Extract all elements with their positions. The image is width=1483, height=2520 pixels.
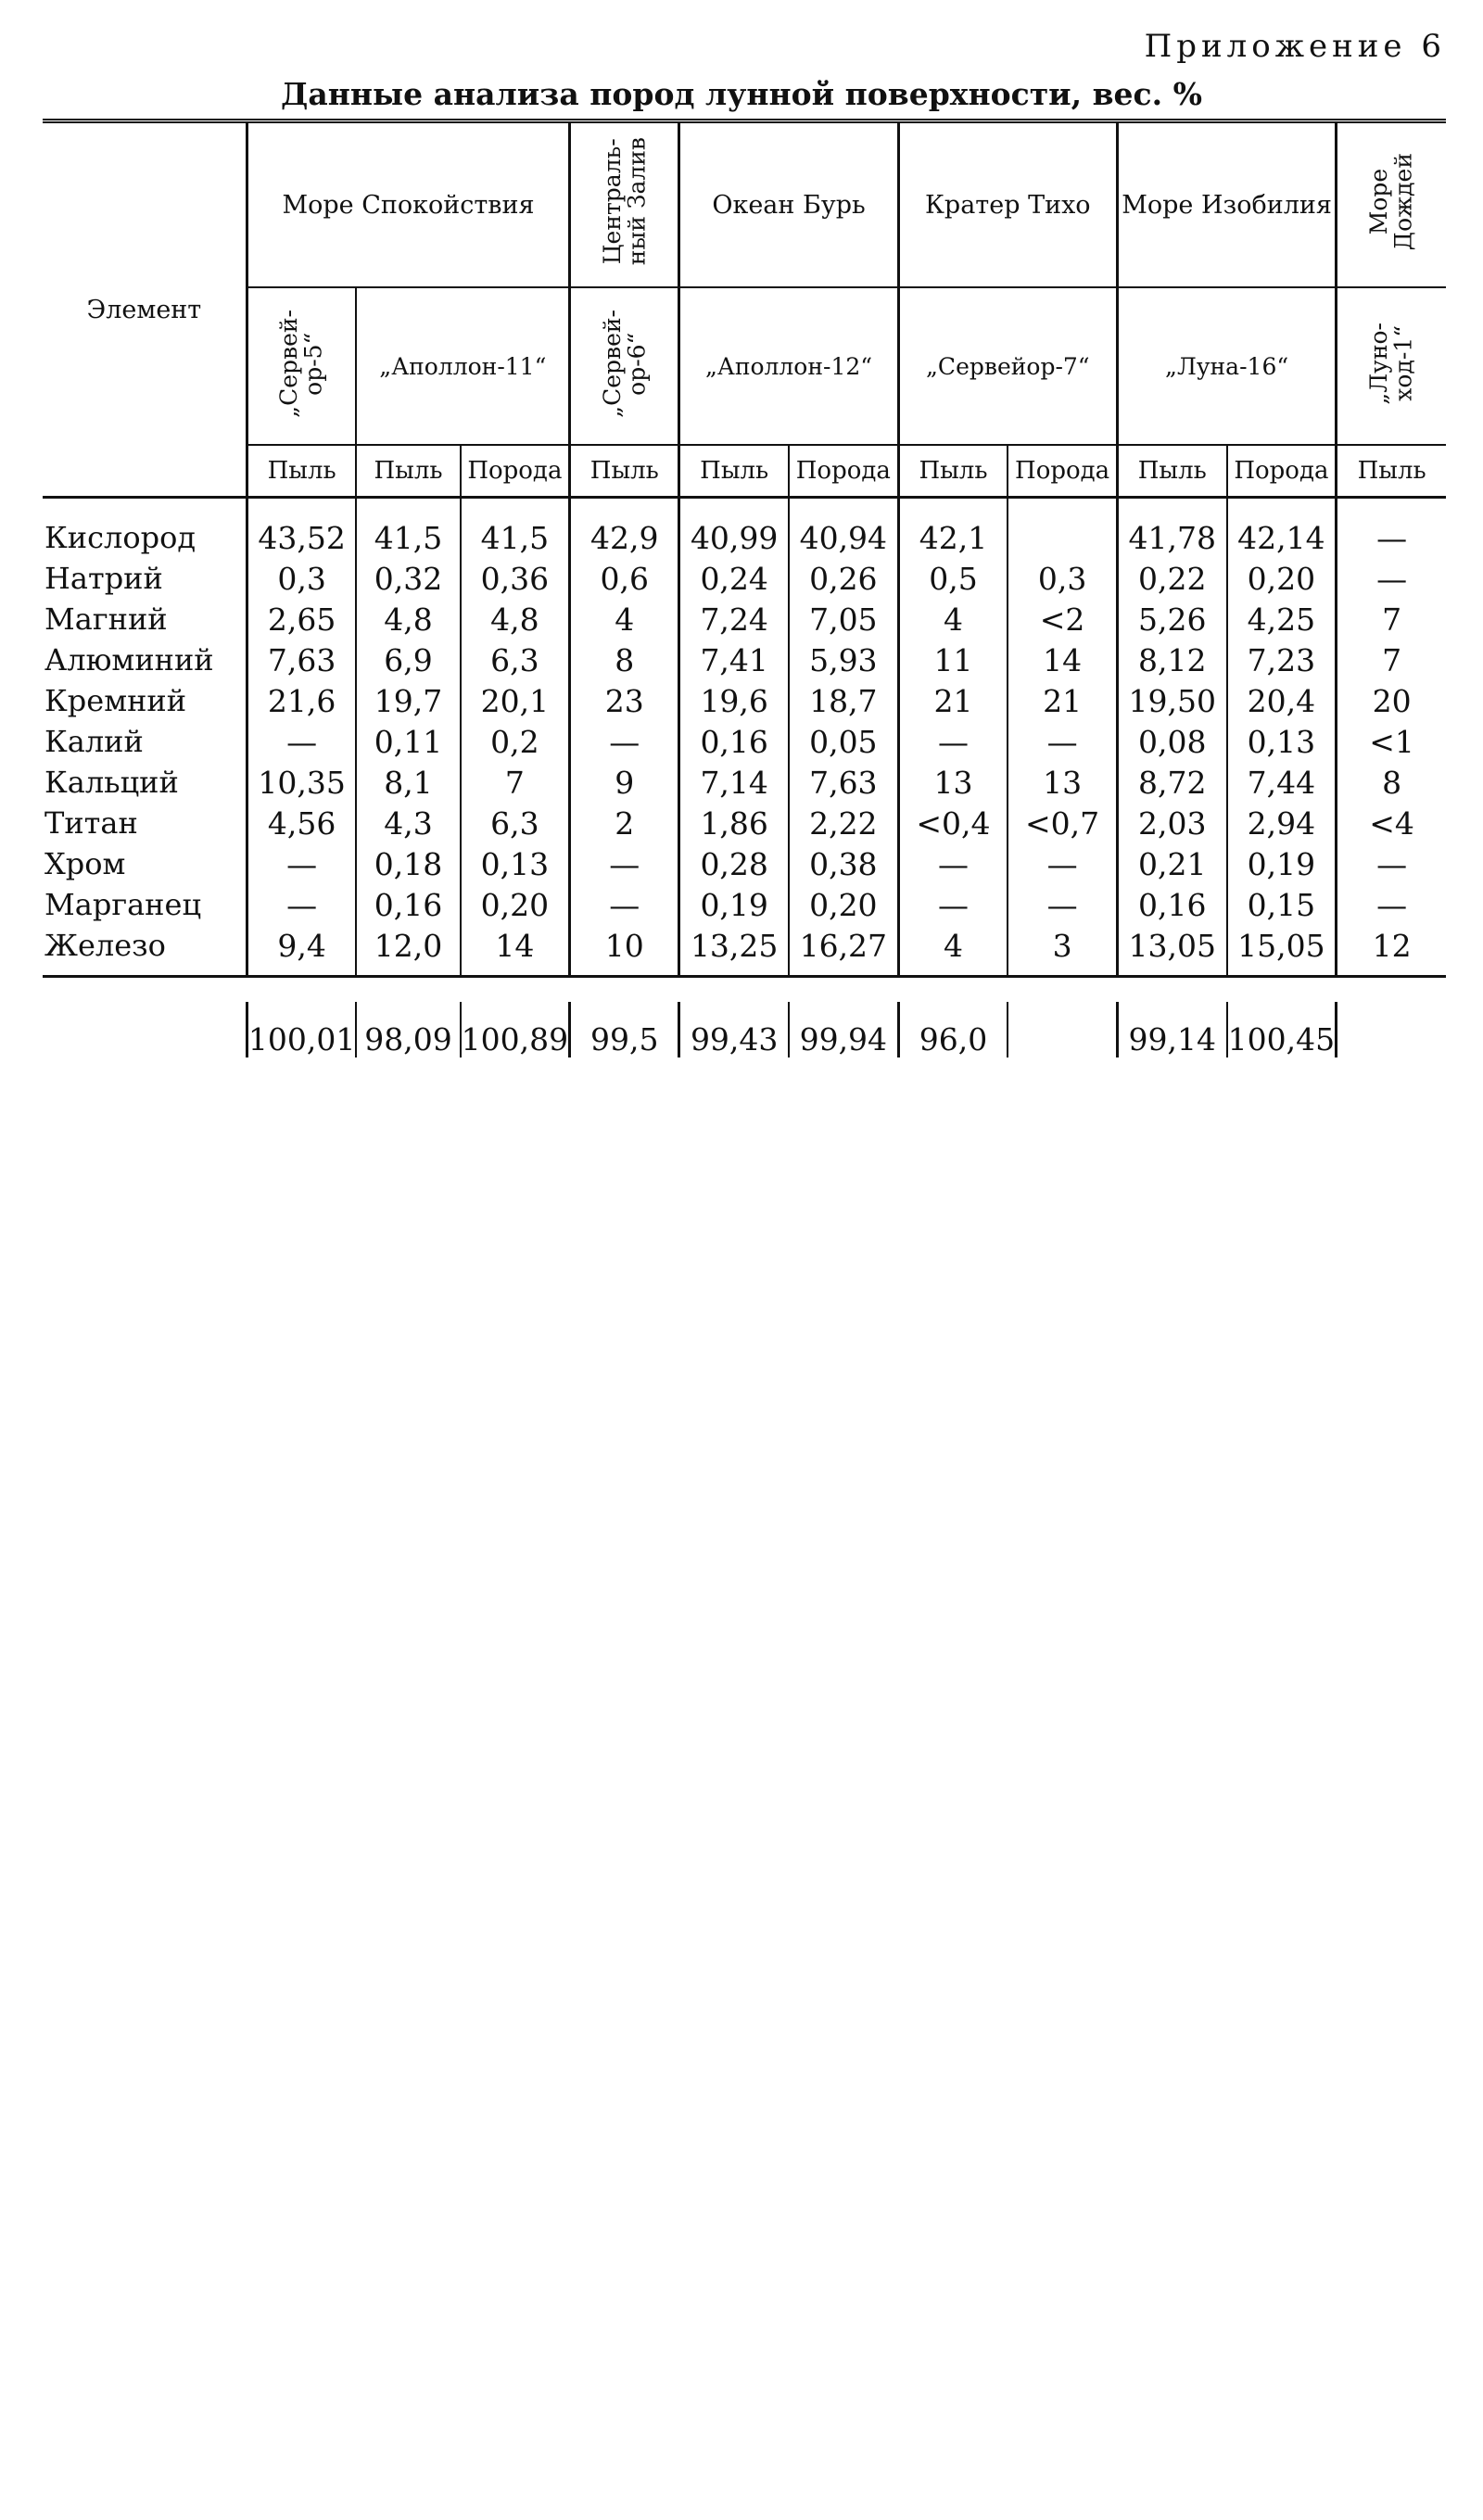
value-cell: 0,6 — [570, 558, 679, 599]
value-cell: 5,26 — [1117, 599, 1226, 639]
region-header — [1337, 121, 1446, 288]
value-cell: <2 — [1008, 599, 1117, 639]
value-cell: 21 — [1008, 680, 1117, 721]
table-row — [43, 558, 1446, 599]
value-cell: 20,1 — [461, 680, 570, 721]
value-cell: 0,15 — [1227, 884, 1337, 925]
table-row — [43, 599, 1446, 639]
sample-type-header: Порода — [461, 445, 570, 498]
value-cell: 43,52 — [247, 498, 356, 559]
mission-header — [247, 287, 356, 445]
mission-header: „Сервейор-7“ — [898, 287, 1117, 445]
mission-header: „Аполлон-12“ — [679, 287, 898, 445]
value-cell: — — [1337, 843, 1446, 884]
value-cell: 7,63 — [247, 639, 356, 680]
value-cell: 0,16 — [679, 721, 789, 762]
value-cell: 19,50 — [1117, 680, 1226, 721]
value-cell: 4 — [898, 599, 1008, 639]
value-cell: — — [570, 721, 679, 762]
value-cell: 13 — [1008, 762, 1117, 803]
table-body — [43, 498, 1446, 977]
value-cell: 4,56 — [247, 803, 356, 843]
value-cell: 0,11 — [356, 721, 460, 762]
value-cell: <1 — [1337, 721, 1446, 762]
value-cell: — — [1337, 498, 1446, 559]
value-cell: — — [1008, 843, 1117, 884]
value-cell: 7,14 — [679, 762, 789, 803]
value-cell: 0,21 — [1117, 843, 1226, 884]
value-cell: 9,4 — [247, 925, 356, 977]
value-cell: 10,35 — [247, 762, 356, 803]
table-row — [43, 498, 1446, 559]
value-cell: — — [898, 884, 1008, 925]
sample-type-header: Порода — [1008, 445, 1117, 498]
mission-header — [570, 287, 679, 445]
value-cell: — — [898, 721, 1008, 762]
value-cell: 0,19 — [1227, 843, 1337, 884]
element-name: Марганец — [44, 887, 202, 922]
value-cell: 12 — [1337, 925, 1446, 977]
table-row — [43, 762, 1446, 803]
table-header — [43, 121, 1446, 498]
element-name: Натрий — [44, 561, 163, 596]
region-header: Океан Бурь — [679, 121, 898, 288]
value-cell: 2,65 — [247, 599, 356, 639]
table-row — [43, 925, 1446, 977]
table-row — [43, 639, 1446, 680]
value-cell: 2,22 — [789, 803, 898, 843]
value-cell: — — [247, 843, 356, 884]
value-cell: 0,22 — [1117, 558, 1226, 599]
sample-type-header: Пыль — [247, 445, 356, 498]
value-cell: 0,20 — [789, 884, 898, 925]
element-name: Титан — [44, 805, 138, 841]
value-cell: 10 — [570, 925, 679, 977]
value-cell: 8,12 — [1117, 639, 1226, 680]
page-title: Данные анализа пород лунной поверхности, вес. % — [281, 76, 1202, 112]
value-cell: 6,3 — [461, 639, 570, 680]
value-cell: 0,26 — [789, 558, 898, 599]
footer-spacer — [43, 977, 1446, 1003]
value-cell: 13,05 — [1117, 925, 1226, 977]
total-cell — [1337, 1002, 1446, 1057]
value-cell: 16,27 — [789, 925, 898, 977]
value-cell: 0,32 — [356, 558, 460, 599]
value-cell: 4 — [898, 925, 1008, 977]
element-name: Алюминий — [44, 642, 214, 677]
value-cell: — — [1337, 884, 1446, 925]
value-cell: 21,6 — [247, 680, 356, 721]
totals-row — [43, 1002, 1446, 1057]
value-cell: 7,23 — [1227, 639, 1337, 680]
value-cell: 19,6 — [679, 680, 789, 721]
value-cell: 21 — [898, 680, 1008, 721]
value-cell: 0,24 — [679, 558, 789, 599]
sample-type-header: Пыль — [1117, 445, 1226, 498]
value-cell: 4,8 — [356, 599, 460, 639]
value-cell: — — [570, 843, 679, 884]
element-name: Кислород — [44, 520, 196, 555]
value-cell: 11 — [898, 639, 1008, 680]
sample-type-header: Пыль — [1337, 445, 1446, 498]
value-cell: <0,7 — [1008, 803, 1117, 843]
total-cell: 100,45 — [1227, 1002, 1337, 1057]
value-cell: 0,20 — [1227, 558, 1337, 599]
mission-vertical-label: „Сервей- ор-6“ — [598, 309, 650, 418]
region-header: Море Изобилия — [1117, 121, 1336, 288]
value-cell: 0,3 — [1008, 558, 1117, 599]
total-cell: 99,43 — [679, 1002, 789, 1057]
value-cell: 3 — [1008, 925, 1117, 977]
value-cell: 41,5 — [461, 498, 570, 559]
value-cell: 13,25 — [679, 925, 789, 977]
value-cell — [1008, 498, 1117, 559]
total-cell: 100,89 — [461, 1002, 570, 1057]
value-cell: 4,8 — [461, 599, 570, 639]
sample-type-header: Пыль — [898, 445, 1008, 498]
value-cell: 0,38 — [789, 843, 898, 884]
element-name: Хром — [44, 846, 126, 881]
value-cell: — — [898, 843, 1008, 884]
table-row — [43, 843, 1446, 884]
value-cell: 14 — [1008, 639, 1117, 680]
value-cell: 0,20 — [461, 884, 570, 925]
value-cell: 0,16 — [1117, 884, 1226, 925]
value-cell: 2 — [570, 803, 679, 843]
value-cell: 0,16 — [356, 884, 460, 925]
value-cell: — — [570, 884, 679, 925]
region-header: Кратер Тихо — [898, 121, 1117, 288]
value-cell: 6,3 — [461, 803, 570, 843]
value-cell: 20 — [1337, 680, 1446, 721]
value-cell: — — [247, 721, 356, 762]
value-cell: 20,4 — [1227, 680, 1337, 721]
mission-vertical-label: „Сервей- ор-5“ — [275, 309, 327, 418]
value-cell: 2,03 — [1117, 803, 1226, 843]
value-cell: 0,36 — [461, 558, 570, 599]
value-cell: 7 — [1337, 639, 1446, 680]
value-cell: 7,05 — [789, 599, 898, 639]
value-cell: <4 — [1337, 803, 1446, 843]
value-cell: <0,4 — [898, 803, 1008, 843]
value-cell: — — [1337, 558, 1446, 599]
value-cell: 12,0 — [356, 925, 460, 977]
value-cell: 0,19 — [679, 884, 789, 925]
value-cell: 15,05 — [1227, 925, 1337, 977]
value-cell: 8 — [1337, 762, 1446, 803]
value-cell: — — [247, 884, 356, 925]
value-cell: 6,9 — [356, 639, 460, 680]
total-cell: 99,14 — [1117, 1002, 1226, 1057]
element-name: Магний — [44, 602, 168, 637]
element-name: Кремний — [44, 683, 187, 718]
appendix-label: Приложение 6 — [1144, 28, 1446, 65]
region-vertical-label: Море Дождей — [1365, 152, 1417, 251]
totals-label-cell — [43, 1002, 247, 1057]
value-cell: 0,28 — [679, 843, 789, 884]
value-cell: 5,93 — [789, 639, 898, 680]
value-cell: 23 — [570, 680, 679, 721]
value-cell: 7,24 — [679, 599, 789, 639]
total-cell — [1008, 1002, 1117, 1057]
value-cell: 7 — [1337, 599, 1446, 639]
value-cell: 4,3 — [356, 803, 460, 843]
total-cell: 100,01 — [247, 1002, 356, 1057]
total-cell: 99,94 — [789, 1002, 898, 1057]
value-cell: 0,2 — [461, 721, 570, 762]
value-cell: 0,13 — [461, 843, 570, 884]
value-cell: 0,05 — [789, 721, 898, 762]
value-cell: 4 — [570, 599, 679, 639]
value-cell: — — [1008, 884, 1117, 925]
value-cell: 8 — [570, 639, 679, 680]
table-row — [43, 721, 1446, 762]
value-cell: 41,78 — [1117, 498, 1226, 559]
value-cell: 0,3 — [247, 558, 356, 599]
value-cell: 1,86 — [679, 803, 789, 843]
value-cell: 40,99 — [679, 498, 789, 559]
value-cell: 0,08 — [1117, 721, 1226, 762]
table-row — [43, 884, 1446, 925]
value-cell: 19,7 — [356, 680, 460, 721]
value-cell: 42,9 — [570, 498, 679, 559]
element-column-header: Элемент — [43, 121, 247, 498]
total-cell: 98,09 — [356, 1002, 460, 1057]
total-cell: 96,0 — [898, 1002, 1008, 1057]
value-cell: 8,1 — [356, 762, 460, 803]
value-cell: 41,5 — [356, 498, 460, 559]
value-cell: 18,7 — [789, 680, 898, 721]
region-vertical-label: Централь- ный Залив — [598, 137, 650, 266]
value-cell: 0,13 — [1227, 721, 1337, 762]
mission-header: „Аполлон-11“ — [356, 287, 569, 445]
sample-type-header: Пыль — [679, 445, 789, 498]
sample-type-header: Порода — [1227, 445, 1337, 498]
value-cell: 14 — [461, 925, 570, 977]
value-cell: 2,94 — [1227, 803, 1337, 843]
value-cell: 13 — [898, 762, 1008, 803]
mission-vertical-label: „Луно- ход-1“ — [1365, 322, 1417, 405]
table-row — [43, 803, 1446, 843]
element-name: Калий — [44, 724, 144, 759]
table-footer — [43, 977, 1446, 1058]
value-cell: 7,63 — [789, 762, 898, 803]
value-cell: 42,1 — [898, 498, 1008, 559]
value-cell: 7 — [461, 762, 570, 803]
value-cell: 9 — [570, 762, 679, 803]
value-cell: 4,25 — [1227, 599, 1337, 639]
region-header: Море Спокойствия — [247, 121, 569, 288]
value-cell: 42,14 — [1227, 498, 1337, 559]
mission-header: „Луна-16“ — [1117, 287, 1336, 445]
region-header — [570, 121, 679, 288]
value-cell: 7,41 — [679, 639, 789, 680]
element-name: Железо — [44, 928, 166, 963]
lunar-composition-table — [43, 119, 1446, 1057]
sample-type-header: Пыль — [356, 445, 460, 498]
sample-type-header: Порода — [789, 445, 898, 498]
total-cell: 99,5 — [570, 1002, 679, 1057]
value-cell: 0,5 — [898, 558, 1008, 599]
value-cell: — — [1008, 721, 1117, 762]
element-name: Кальций — [44, 765, 179, 800]
value-cell: 8,72 — [1117, 762, 1226, 803]
table-row — [43, 680, 1446, 721]
mission-header — [1337, 287, 1446, 445]
value-cell: 40,94 — [789, 498, 898, 559]
value-cell: 7,44 — [1227, 762, 1337, 803]
value-cell: 0,18 — [356, 843, 460, 884]
sample-type-header: Пыль — [570, 445, 679, 498]
